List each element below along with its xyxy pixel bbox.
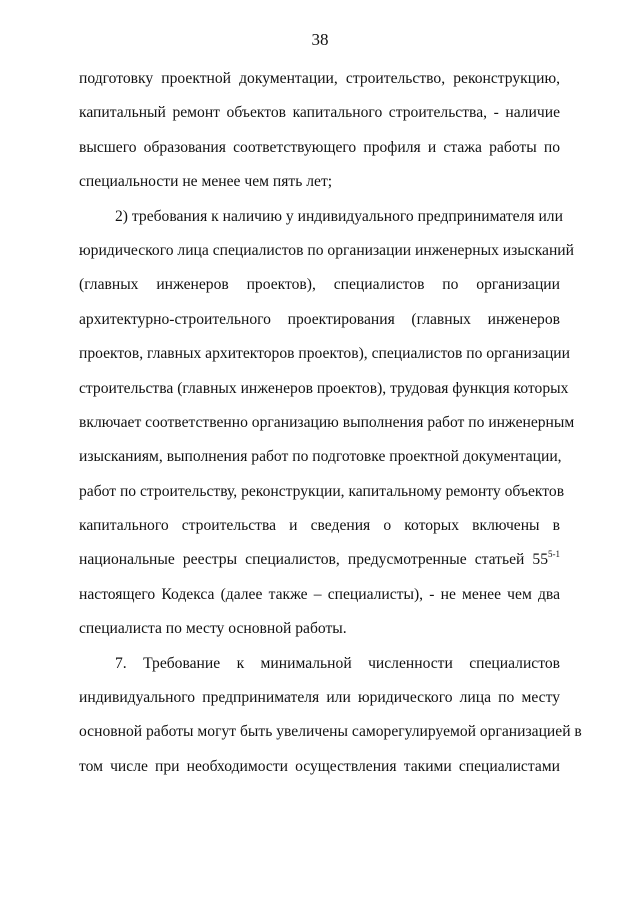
document-body <box>79 62 582 784</box>
page-number: 38 <box>311 30 329 49</box>
text-line: (главных инженеров проектов), специалистов по организации <box>79 276 560 294</box>
text-line: капитального строительства и сведения о которых включены в <box>79 517 560 535</box>
paragraph-2 <box>79 200 575 647</box>
article-superscript: 5-1 <box>548 549 560 560</box>
text-line: специальности не менее чем пять лет; <box>79 173 333 191</box>
text-line: архитектурно-строительного проектирования (главных инженеров <box>79 310 560 328</box>
text-line: капитальный ремонт объектов капитального строительства, - наличие <box>79 104 560 122</box>
text-line: работ по строительству, реконструкции, капитальному ремонту объектов <box>79 482 565 500</box>
text-line: специалиста по месту основной работы. <box>79 620 347 638</box>
text-line: подготовку проектной документации, строительство, реконструкцию, <box>79 70 560 87</box>
text-line: юридического лица специалистов по организации инженерных изысканий <box>79 241 574 259</box>
text-line: индивидуального предпринимателя или юридического лица по месту <box>79 689 560 707</box>
text-line: высшего образования соответствующего профиля и стажа работы по <box>79 138 560 156</box>
paragraph-1 <box>79 62 560 200</box>
text-line-content: национальные реестры специалистов, предусмотренные статьей 55 <box>79 551 548 569</box>
text-line: основной работы могут быть увеличены саморегулируемой организацией в <box>79 723 582 741</box>
text-line: 2) требования к наличию у индивидуального предпринимателя или <box>115 207 563 225</box>
text-line: изысканиям, выполнения работ по подготовке проектной документации, <box>79 448 562 466</box>
text-line: включает соответственно организацию выполнения работ по инженерным <box>79 413 575 431</box>
text-line: настоящего Кодекса (далее также – специалисты), - не менее чем два <box>79 585 560 603</box>
paragraph-3 <box>79 647 582 785</box>
text-line-with-reference <box>79 543 560 577</box>
text-line: проектов, главных архитекторов проектов), специалистов по организации <box>79 345 570 363</box>
text-line: 7. Требование к минимальной численности специалистов <box>115 654 560 672</box>
text-line: том числе при необходимости осуществления такими специалистами <box>79 757 560 775</box>
text-line: строительства (главных инженеров проектов), трудовая функция которых <box>79 379 569 397</box>
